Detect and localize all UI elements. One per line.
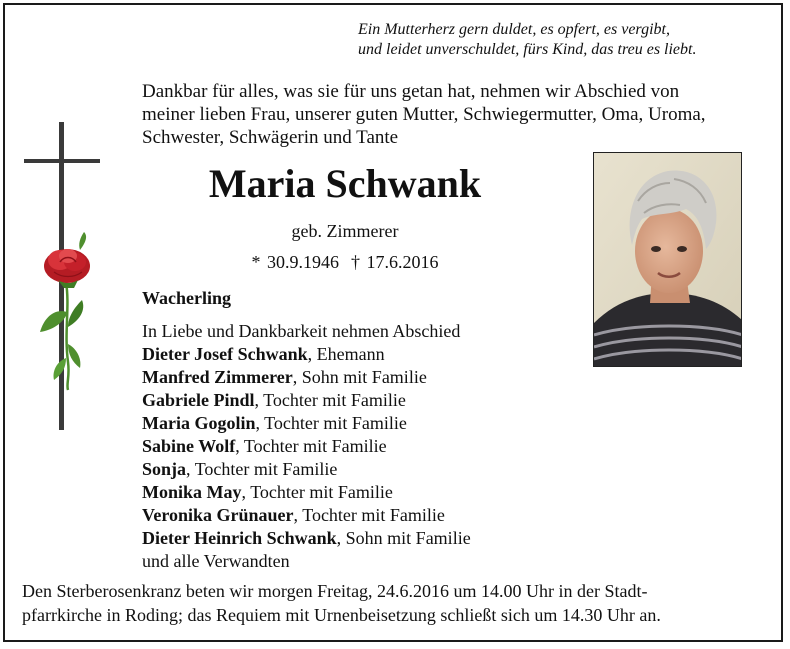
mourner-relation: , Tochter mit Familie [235,436,387,456]
footer-text [22,579,762,627]
birth-name: geb. Zimmerer [291,221,399,241]
death-date: † 17.6.2016 [351,252,439,272]
motto-line: und leidet unverschuldet, fürs Kind, das treu es liebt. [358,41,697,58]
mourner-name: Monika May [142,482,242,502]
intro-line: Schwester, Schwägerin und Tante [142,127,399,148]
mourners-list [142,320,471,573]
footer-line: pfarrkirche in Roding; das Requiem mit Urnenbeisetzung schließt sich um 14.30 Uhr an. [22,605,661,625]
mourners-heading: In Liebe und Dankbarkeit nehmen Abschied [142,321,461,341]
mourner-relation: , Sohn mit Familie [292,367,427,387]
mourner-row [142,412,471,435]
mourner-name: Sonja [142,459,187,479]
mourner-row [142,504,471,527]
mourner-row [142,366,471,389]
mourner-relation: , Ehemann [307,344,385,364]
intro-line: Dankbar für alles, was sie für uns getan hat, nehmen wir Abschied von [142,81,680,102]
mourner-row [142,481,471,504]
portrait-photo [593,152,742,367]
portrait-illustration [594,153,742,367]
mourner-relation: , Tochter mit Familie [255,413,407,433]
mourner-relation: , Tochter mit Familie [186,459,338,479]
deceased-name: Maria Schwank [208,161,482,206]
mourners-closing: und alle Verwandten [142,551,290,571]
mourner-relation: , Tochter mit Familie [241,482,393,502]
mourner-row [142,343,471,366]
mourner-row [142,435,471,458]
birth-date: * 30.9.1946 [251,252,339,272]
mourner-row [142,527,471,550]
motto-line: Ein Mutterherz gern duldet, es opfert, es vergibt, [358,21,670,38]
life-dates [0,252,690,273]
footer-line: Den Sterberosenkranz beten wir morgen Freitag, 24.6.2016 um 14.00 Uhr in der Stadt- [22,581,648,601]
mourner-relation: , Tochter mit Familie [293,505,445,525]
mourner-name: Gabriele Pindl [142,390,255,410]
mourner-relation: , Sohn mit Familie [336,528,471,548]
intro-text [142,80,752,149]
mourner-name: Manfred Zimmerer [142,367,293,387]
mourner-name: Maria Gogolin [142,413,256,433]
motto [358,20,696,60]
intro-line: meiner lieben Frau, unserer guten Mutter, Schwiegermutter, Oma, Uroma, [142,104,706,125]
mourner-name: Dieter Heinrich Schwank [142,528,337,548]
mourner-name: Sabine Wolf [142,436,236,456]
mourner-relation: , Tochter mit Familie [254,390,406,410]
mourner-name: Dieter Josef Schwank [142,344,308,364]
mourner-name: Veronika Grünauer [142,505,294,525]
place-name: Wacherling [142,288,231,308]
mourner-row [142,389,471,412]
mourner-row [142,458,471,481]
